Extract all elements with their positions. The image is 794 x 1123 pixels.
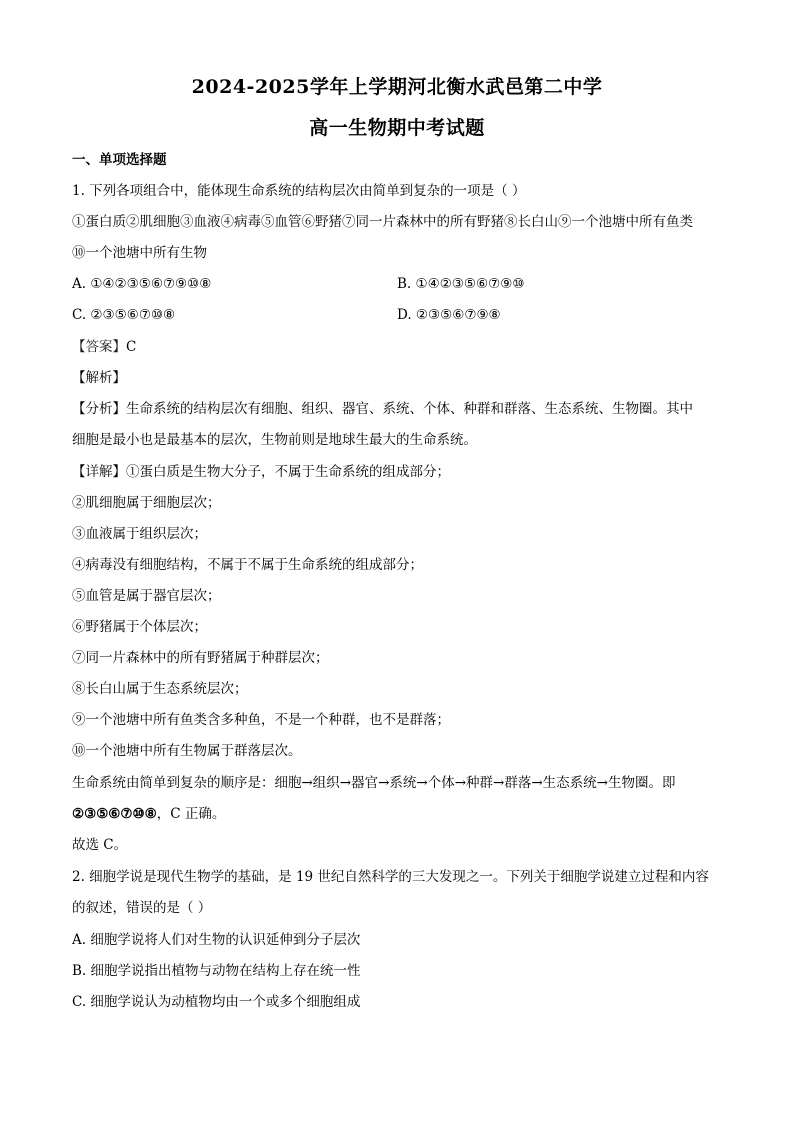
exam-title-school: 2024-2025学年上学期河北衡水武邑第二中学 [191,76,603,98]
q1-xiangjie-line5: ⑤血管是属于器官层次； [72,588,221,604]
exam-title-subject: 高一生物期中考试题 [309,117,485,139]
q1-stem: 1. 下列各项组合中，能体现生命系统的结构层次由简单到复杂的一项是（ ） [72,183,526,199]
section-heading-single-choice: 一、单项选择题 [72,152,167,168]
q1-items-line2: ⑩一个池塘中所有生物 [72,245,207,261]
q1-xiangjie-line3: ③血液属于组织层次； [72,526,207,542]
q1-xiangjie-line9: ⑨一个池塘中所有鱼类含多种鱼，不是一个种群，也不是群落； [72,712,450,728]
order-sequence: ②③⑤⑥⑦⑩⑧ [72,806,157,822]
answer-value: C [126,339,137,355]
q1-order-line1: 生命系统由简单到复杂的顺序是：细胞→组织→器官→系统→个体→种群→群落→生态系统→生物圈。即 [72,775,676,791]
xiangjie-text1: ①蛋白质是生物大分子，不属于生命系统的组成部分； [126,464,450,480]
q1-xiangjie-line8: ⑧长白山属于生态系统层次； [72,681,248,697]
answer-tag: 【答案】 [72,339,126,355]
q1-option-b: B. ①④②③⑤⑥⑦⑨⑩ [397,276,525,292]
q1-analysis-tag: 【解析】 [72,370,126,386]
q1-answer [72,337,732,357]
q1-xiangjie-line6: ⑥野猪属于个体层次； [72,619,207,635]
q1-fenxi-line1 [72,399,732,419]
xiangjie-tag: 【详解】 [72,464,126,480]
q2-option-c: C. 细胞学说认为动植物均由一个或多个细胞组成 [72,994,361,1010]
q1-xiangjie-line7: ⑦同一片森林中的所有野猪属于种群层次； [72,650,329,666]
q1-xiangjie-line4: ④病毒没有细胞结构，不属于不属于生命系统的组成部分； [72,557,423,573]
q1-choose: 故选 C。 [72,837,128,853]
q2-option-b: B. 细胞学说指出植物与动物在结构上存在统一性 [72,963,361,979]
q1-fenxi-line2: 细胞是最小也是最基本的层次，生物前则是地球生最大的生命系统。 [72,432,477,448]
q1-items-line1: ①蛋白质②肌细胞③血液④病毒⑤血管⑥野猪⑦同一片森林中的所有野猪⑧长白山⑨一个池塘中所有鱼类 [72,214,693,230]
q1-option-d: D. ②③⑤⑥⑦⑨⑧ [397,307,501,323]
q1-xiangjie-line10: ⑩一个池塘中所有生物属于群落层次。 [72,743,302,759]
q1-xiangjie-line1 [72,462,732,482]
q1-order-line2 [72,804,732,824]
q1-option-a: A. ①④②③⑤⑥⑦⑨⑩⑧ [72,276,212,292]
q1-option-c: C. ②③⑤⑥⑦⑩⑧ [72,307,176,323]
fenxi-tag: 【分析】 [72,401,126,417]
order-conclusion: ，C 正确。 [156,806,226,822]
q2-option-a: A. 细胞学说将人们对生物的认识延伸到分子层次 [72,932,361,948]
q1-xiangjie-line2: ②肌细胞属于细胞层次； [72,495,221,511]
q2-stem-line1: 2. 细胞学说是现代生物学的基础，是 19 世纪自然科学的三大发现之一。下列关于细胞学说建立过程和内容 [72,869,709,885]
q2-stem-line2: 的叙述，错误的是（ ） [72,900,212,916]
fenxi-text1: 生命系统的结构层次有细胞、组织、器官、系统、个体、种群和群落、生态系统、生物圈。其中 [126,401,693,417]
